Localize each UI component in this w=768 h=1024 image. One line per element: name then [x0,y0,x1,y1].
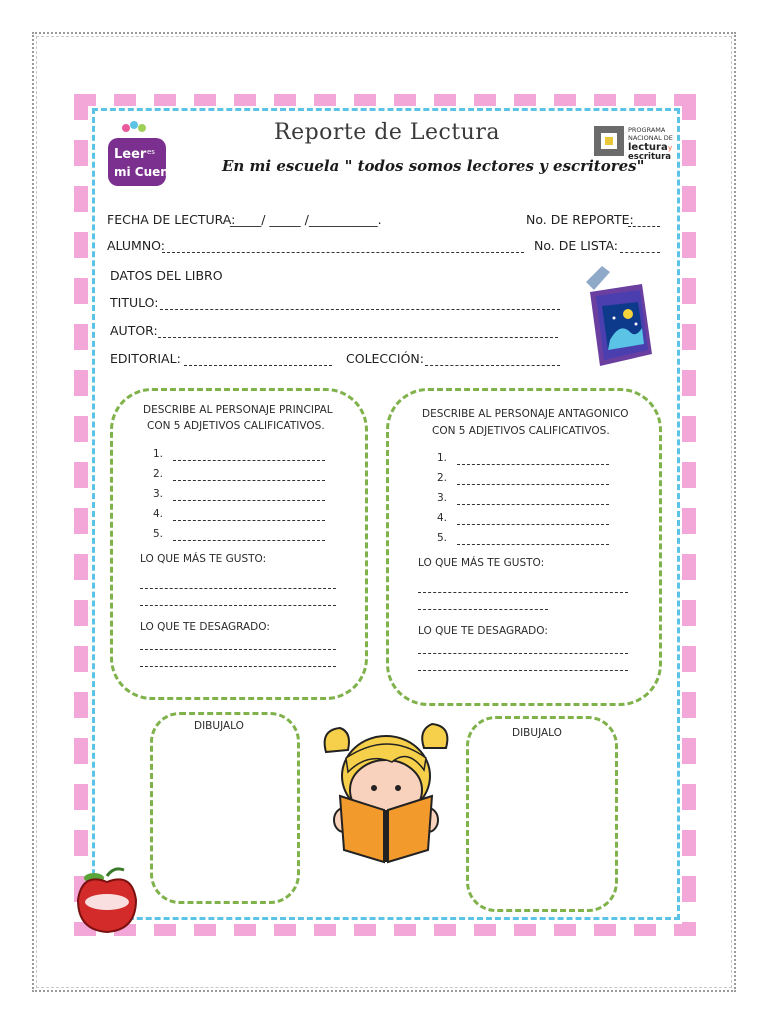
autor-label: AUTOR: [110,323,158,338]
adjective-line[interactable] [457,484,609,485]
fecha-blank: _____/ _____ /___________. [230,212,382,227]
right-heading-line2: CON 5 ADJETIVOS CALIFICATIVOS. [432,425,610,437]
left-liked-line-2[interactable] [140,605,336,606]
adjective-line[interactable] [457,544,609,545]
fecha-label: FECHA DE LECTURA: [107,212,236,227]
lista-label: No. DE LISTA: [534,238,619,253]
editorial-line[interactable] [184,365,332,366]
autor-line[interactable] [158,337,558,338]
dibujo-right-label: DIBUJALO [512,727,562,739]
personaje-principal-box [110,388,368,700]
svg-text:PROGRAMA: PROGRAMA [628,126,666,134]
list-number: 1. [437,452,448,464]
right-disliked-line-1[interactable] [418,653,628,654]
list-number: 3. [437,492,448,504]
titulo-line[interactable] [160,309,560,310]
list-number: 2. [153,468,164,480]
dibujo-left-box[interactable] [150,712,300,904]
list-number: 4. [153,508,164,520]
svg-text:escritura: escritura [628,152,672,162]
girl-reading-illustration [318,712,454,872]
programa-nacional-logo [592,122,684,162]
right-liked-line-1[interactable] [418,592,628,593]
left-disliked-label: LO QUE TE DESAGRADO: [140,621,270,633]
list-number: 5. [437,532,448,544]
svg-text:y: y [668,144,673,152]
right-disliked-line-2[interactable] [418,670,628,671]
left-liked-line-1[interactable] [140,588,336,589]
dibujo-left-label: DIBUJALO [194,720,244,732]
apple-stamp [74,866,140,936]
left-heading-line2: CON 5 ADJETIVOS CALIFICATIVOS. [147,420,325,432]
page-title: Reporte de Lectura [274,120,500,145]
book-illustration [580,262,654,368]
left-disliked-line-2[interactable] [140,666,336,667]
right-disliked-label: LO QUE TE DESAGRADO: [418,625,548,637]
adjective-line[interactable] [173,540,325,541]
adjective-line[interactable] [457,464,609,465]
dibujo-right-box[interactable] [466,716,618,912]
reporte-line[interactable] [628,226,660,227]
titulo-label: TITULO: [110,295,159,310]
adjective-line[interactable] [173,460,325,461]
svg-text:mi Cuento: mi Cuento [114,165,183,179]
svg-text:es: es [147,148,155,156]
list-number: 3. [153,488,164,500]
left-heading-line1: DESCRIBE AL PERSONAJE PRINCIPAL [143,404,333,416]
leer-es-mi-cuento-logo [106,120,183,192]
list-number: 2. [437,472,448,484]
left-liked-label: LO QUE MÁS TE GUSTO: [140,553,267,565]
editorial-label: EDITORIAL: [110,351,181,366]
adjective-line[interactable] [173,480,325,481]
alumno-label: ALUMNO: [107,238,166,253]
list-number: 1. [153,448,164,460]
adjective-line[interactable] [173,520,325,521]
list-number: 4. [437,512,448,524]
adjective-line[interactable] [457,504,609,505]
page-subtitle: En mi escuela " todos somos lectores y escritores" [222,157,645,175]
svg-text:lectura: lectura [628,142,668,153]
coleccion-label: COLECCIÓN: [346,351,424,366]
left-disliked-line-1[interactable] [140,649,336,650]
lista-line[interactable] [620,252,660,253]
alumno-line[interactable] [162,252,524,253]
coleccion-line[interactable] [425,365,560,366]
datos-libro-heading: DATOS DEL LIBRO [110,268,223,283]
right-heading-line1: DESCRIBE AL PERSONAJE ANTAGONICO [422,408,629,420]
right-liked-label: LO QUE MÁS TE GUSTO: [418,557,545,569]
adjective-line[interactable] [173,500,325,501]
reporte-label: No. DE REPORTE: [526,212,634,227]
list-number: 5. [153,528,164,540]
right-liked-line-2[interactable] [418,609,548,610]
adjective-line[interactable] [457,524,609,525]
svg-text:NACIONAL DE: NACIONAL DE [628,134,673,142]
svg-text:Leer: Leer [114,147,147,162]
